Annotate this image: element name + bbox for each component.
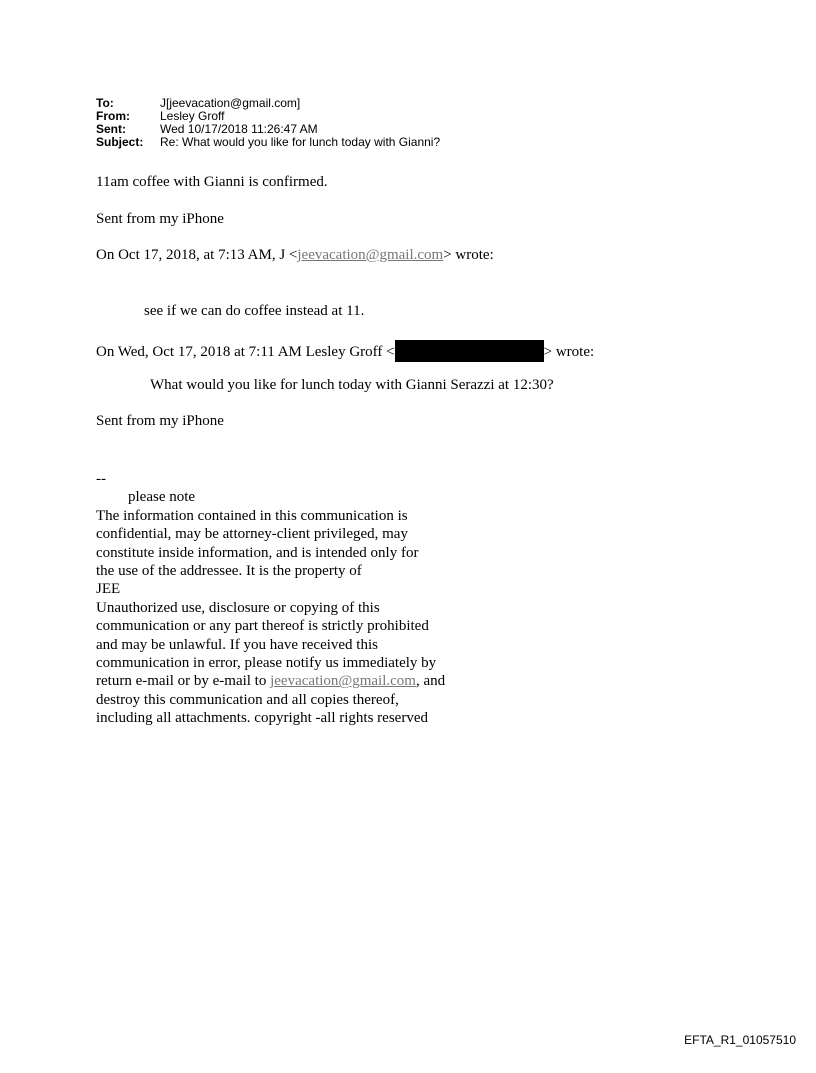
email-header bbox=[96, 97, 440, 149]
disclaimer-line: destroy this communication and all copies thereof, bbox=[96, 691, 399, 708]
reply-text: 11am coffee with Gianni is confirmed. bbox=[96, 174, 328, 190]
document-id: EFTA_R1_01057510 bbox=[684, 1033, 796, 1047]
signature-1: Sent from my iPhone bbox=[96, 211, 224, 227]
subject-label: Subject: bbox=[96, 135, 144, 149]
signature-2: Sent from my iPhone bbox=[96, 413, 224, 429]
quote-1-attribution bbox=[96, 247, 494, 264]
quote-1-prefix: On Oct 17, 2018, at 7:13 AM, J < bbox=[96, 247, 298, 263]
subject-row bbox=[96, 136, 440, 149]
subject-value: Re: What would you like for lunch today with Gianni? bbox=[160, 135, 441, 149]
disclaimer-line: communication in error, please notify us immediately by bbox=[96, 655, 437, 672]
quote-2-suffix: > wrote: bbox=[543, 344, 595, 360]
redaction-block bbox=[395, 340, 544, 362]
quote-1-suffix: > wrote: bbox=[443, 247, 494, 263]
email-line-suffix: , and bbox=[415, 673, 446, 690]
quote-2-prefix: On Wed, Oct 17, 2018 at 7:11 AM Lesley Groff < bbox=[96, 344, 395, 360]
quote-2-attribution bbox=[96, 340, 594, 362]
disclaimer-email-line bbox=[96, 672, 445, 690]
disclaimer-separator: -- bbox=[96, 471, 106, 487]
quote-1-email-link[interactable]: jeevacation@gmail.com bbox=[297, 247, 444, 263]
sent-label: Sent: bbox=[96, 122, 126, 136]
quote-1-text: see if we can do coffee instead at 11. bbox=[144, 303, 365, 319]
from-label: From: bbox=[96, 109, 130, 123]
disclaimer-line: confidential, may be attorney-client privileged, may bbox=[96, 526, 408, 543]
sent-value: Wed 10/17/2018 11:26:47 AM bbox=[160, 122, 318, 136]
disclaimer-email-link[interactable]: jeevacation@gmail.com bbox=[270, 673, 416, 690]
disclaimer-note: please note bbox=[128, 489, 196, 506]
email-line-prefix: return e-mail or by e-mail to bbox=[96, 673, 271, 690]
disclaimer bbox=[96, 470, 445, 728]
disclaimer-line: JEE bbox=[96, 581, 121, 598]
from-value: Lesley Groff bbox=[160, 109, 225, 123]
to-label: To: bbox=[96, 96, 114, 110]
disclaimer-line: the use of the addressee. It is the property of bbox=[96, 563, 362, 580]
disclaimer-line: The information contained in this communication is bbox=[96, 507, 408, 524]
disclaimer-line: Unauthorized use, disclosure or copying of this bbox=[96, 599, 380, 616]
to-value: J[jeevacation@gmail.com] bbox=[160, 96, 301, 110]
to-row bbox=[96, 97, 440, 110]
disclaimer-line: including all attachments. copyright -all rights reserved bbox=[96, 710, 428, 727]
disclaimer-line: constitute inside information, and is intended only for bbox=[96, 544, 419, 561]
disclaimer-line: and may be unlawful. If you have received this bbox=[96, 636, 378, 653]
disclaimer-line: communication or any part thereof is strictly prohibited bbox=[96, 618, 429, 635]
quote-2-text: What would you like for lunch today with Gianni Serazzi at 12:30? bbox=[150, 377, 554, 393]
